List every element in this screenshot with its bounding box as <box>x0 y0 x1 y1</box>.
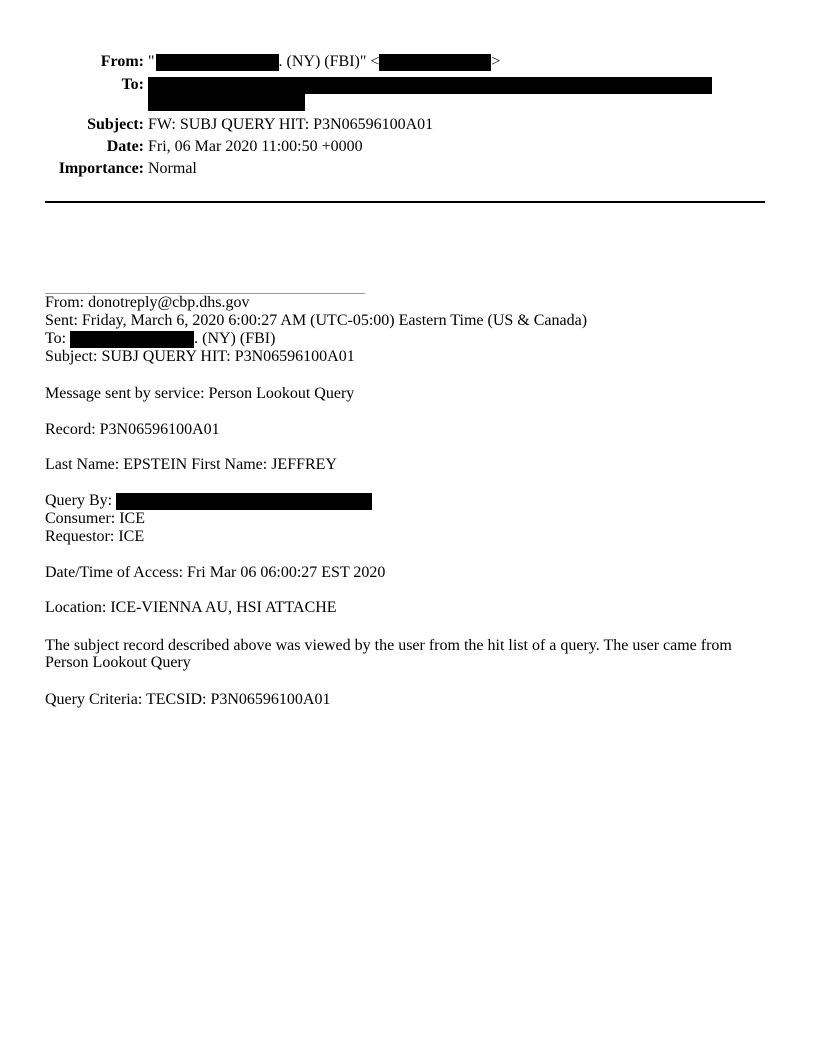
redaction <box>70 331 194 348</box>
to-label: To: <box>121 76 144 93</box>
from-suffix: > <box>491 53 501 70</box>
body-from: From: donotreply@cbp.dhs.gov <box>45 294 250 311</box>
redaction <box>379 54 491 71</box>
importance-value: Normal <box>148 160 197 177</box>
body-to-label: To: <box>45 330 67 347</box>
redaction <box>156 54 279 71</box>
body-description-2: Person Lookout Query <box>45 654 191 671</box>
body-query-by <box>45 492 372 510</box>
date-value: Fri, 06 Mar 2020 11:00:50 +0000 <box>148 138 363 155</box>
body-subject: Subject: SUBJ QUERY HIT: P3N06596100A01 <box>45 348 355 365</box>
body-name: Last Name: EPSTEIN First Name: JEFFREY <box>45 456 337 473</box>
body-requestor: Requestor: ICE <box>45 528 145 545</box>
redaction <box>148 94 305 111</box>
body-location: Location: ICE-VIENNA AU, HSI ATTACHE <box>45 599 337 616</box>
from-label: From: <box>100 53 144 70</box>
body-access: Date/Time of Access: Fri Mar 06 06:00:27 EST 2020 <box>45 564 386 581</box>
body-consumer: Consumer: ICE <box>45 510 145 527</box>
body-to-suffix: . (NY) (FBI) <box>194 330 276 347</box>
from-value <box>148 53 500 71</box>
query-by-label: Query By: <box>45 492 113 509</box>
importance-label: Importance: <box>58 160 144 177</box>
from-mid: . (NY) (FBI)" < <box>278 53 380 70</box>
header-divider <box>45 201 765 203</box>
body-sent: Sent: Friday, March 6, 2020 6:00:27 AM (UTC-05:00) Eastern Time (US & Canada) <box>45 312 588 329</box>
subject-value: FW: SUBJ QUERY HIT: P3N06596100A01 <box>148 116 434 133</box>
redaction <box>116 493 372 510</box>
body-criteria: Query Criteria: TECSID: P3N06596100A01 <box>45 691 331 708</box>
body-record: Record: P3N06596100A01 <box>45 421 220 438</box>
body-to <box>45 330 275 348</box>
date-label: Date: <box>106 138 144 155</box>
from-quote: " <box>148 53 155 70</box>
body-description-1: The subject record described above was viewed by the user from the hit list of a query. The user came from <box>45 637 732 654</box>
subject-label: Subject: <box>87 116 144 133</box>
body-message: Message sent by service: Person Lookout Query <box>45 385 355 402</box>
redaction <box>148 77 712 94</box>
